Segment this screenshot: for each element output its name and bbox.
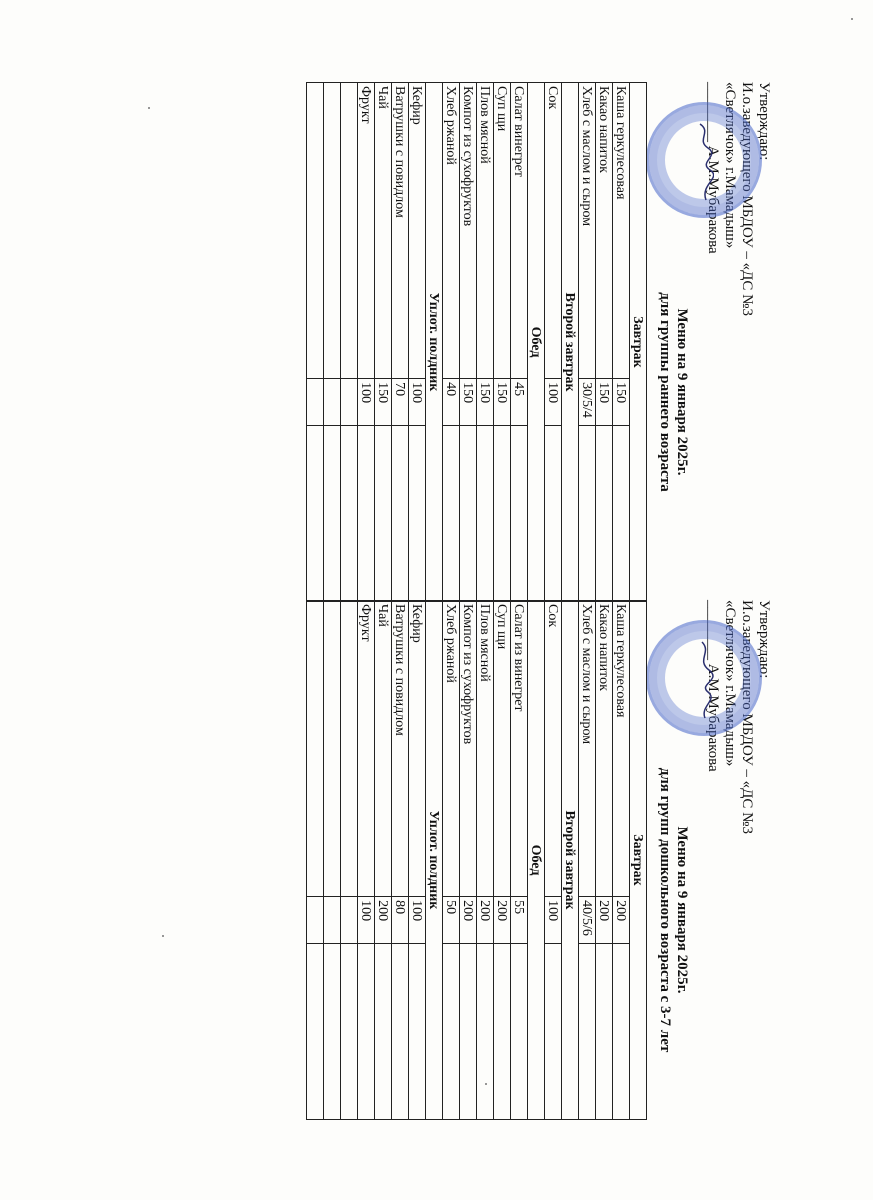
dish-name: Хлеб ржаной (443, 83, 460, 379)
dish-quantity: 45 (511, 379, 528, 426)
empty-cell (596, 426, 613, 602)
empty-cell (375, 944, 392, 1120)
scan-speck (162, 935, 164, 937)
empty-cell (579, 944, 596, 1120)
empty-cell (307, 379, 324, 426)
dish-quantity: 80 (392, 897, 409, 944)
menu-date-line: Меню на 9 января 2025г. (674, 826, 690, 994)
dish-name: Ватрушки с повидлом (392, 601, 409, 897)
section-heading: Уплот. полдник (426, 83, 443, 602)
section-row (562, 601, 579, 1120)
table-row (579, 83, 596, 602)
dish-name: Суп щи (494, 83, 511, 379)
dish-name: Фрукт (358, 83, 375, 379)
dish-quantity: 200 (596, 897, 613, 944)
table-row (460, 601, 477, 1120)
dish-quantity: 70 (392, 379, 409, 426)
dish-quantity: 200 (613, 897, 630, 944)
empty-cell (341, 379, 358, 426)
table-row (375, 83, 392, 602)
table-row (511, 83, 528, 602)
dish-quantity: 100 (409, 897, 426, 944)
dish-quantity: 150 (494, 379, 511, 426)
section-row (630, 601, 647, 1120)
dish-quantity: 150 (460, 379, 477, 426)
signature-line: ________ А.М.Мубаракова (705, 82, 721, 254)
empty-cell (375, 426, 392, 602)
empty-cell (324, 379, 341, 426)
dish-name: Чай (375, 83, 392, 379)
empty-cell (341, 944, 358, 1120)
dish-name: Салат из винегрет (511, 601, 528, 897)
section-row (426, 83, 443, 602)
approval-line: «Светлячок» г.Мамадыш» (722, 82, 738, 249)
dish-quantity: 100 (545, 379, 562, 426)
scan-speck (851, 18, 853, 20)
empty-cell (324, 426, 341, 602)
table-row (375, 601, 392, 1120)
dish-name: Компот из сухофруктов (460, 83, 477, 379)
menu-preschool (192, 600, 772, 1120)
signature-line: ________ А.М.Мубаракова (705, 600, 721, 772)
empty-row (341, 601, 358, 1120)
approval-line: Утверждаю: (756, 600, 772, 679)
empty-cell (460, 944, 477, 1120)
empty-cell (460, 426, 477, 602)
dish-quantity: 200 (460, 897, 477, 944)
dish-quantity: 200 (494, 897, 511, 944)
table-row (545, 83, 562, 602)
dish-name: Хлеб с маслом и сыром (579, 601, 596, 897)
dish-name: Плов мясной (477, 601, 494, 897)
table-row (477, 601, 494, 1120)
empty-cell (392, 426, 409, 602)
empty-cell (324, 83, 341, 379)
dish-quantity: 55 (511, 897, 528, 944)
dish-name: Ватрушки с повидлом (392, 83, 409, 379)
table-row (494, 83, 511, 602)
table-row (358, 83, 375, 602)
approval-line: И.о.заведующего МБДОУ – «ДС №3 (739, 82, 755, 316)
menu-early-age (192, 82, 772, 602)
section-heading: Обед (528, 83, 545, 602)
table-row (358, 601, 375, 1120)
empty-cell (392, 944, 409, 1120)
empty-cell (511, 426, 528, 602)
dish-name: Хлеб с маслом и сыром (579, 83, 596, 379)
approval-line: И.о.заведующего МБДОУ – «ДС №3 (739, 600, 755, 834)
menu-table (306, 82, 647, 602)
empty-row (324, 601, 341, 1120)
empty-cell (307, 944, 324, 1120)
section-heading: Обед (528, 601, 545, 1120)
table-row (511, 601, 528, 1120)
dish-name: Сок (545, 601, 562, 897)
signature-scribble (694, 122, 714, 202)
section-row (426, 601, 443, 1120)
empty-cell (596, 944, 613, 1120)
empty-cell (358, 944, 375, 1120)
empty-cell (307, 601, 324, 897)
empty-cell (443, 426, 460, 602)
dish-name: Плов мясной (477, 83, 494, 379)
table-row (477, 83, 494, 602)
empty-cell (307, 897, 324, 944)
dish-quantity: 200 (477, 897, 494, 944)
scan-speck (485, 1083, 487, 1085)
empty-cell (307, 83, 324, 379)
empty-cell (494, 426, 511, 602)
empty-cell (307, 426, 324, 602)
section-row (528, 83, 545, 602)
table-row (443, 601, 460, 1120)
dish-quantity: 150 (596, 379, 613, 426)
empty-cell (341, 426, 358, 602)
empty-cell (341, 601, 358, 897)
dish-name: Каша геркулесовая (613, 83, 630, 379)
table-row (392, 601, 409, 1120)
section-heading: Завтрак (630, 83, 647, 602)
section-heading: Уплот. полдник (426, 601, 443, 1120)
empty-row (307, 601, 324, 1120)
table-row (392, 83, 409, 602)
dish-quantity: 30/5/4 (579, 379, 596, 426)
dish-name: Какао напиток (596, 601, 613, 897)
dish-name: Фрукт (358, 601, 375, 897)
dish-name: Салат винегрет (511, 83, 528, 379)
section-row (630, 83, 647, 602)
dish-quantity: 40 (443, 379, 460, 426)
approval-line: Утверждаю: (756, 82, 772, 161)
section-heading: Завтрак (630, 601, 647, 1120)
table-row (460, 83, 477, 602)
table-row (494, 601, 511, 1120)
approval-line: «Светлячок» г.Мамадыш» (722, 600, 738, 767)
table-row (409, 83, 426, 602)
empty-cell (545, 944, 562, 1120)
dish-name: Какао напиток (596, 83, 613, 379)
menu-title (656, 720, 690, 1100)
dish-name: Чай (375, 601, 392, 897)
dish-quantity: 100 (358, 897, 375, 944)
empty-cell (443, 944, 460, 1120)
dish-quantity: 100 (409, 379, 426, 426)
empty-cell (545, 426, 562, 602)
dish-name: Кефир (409, 83, 426, 379)
scan-speck (148, 107, 150, 109)
empty-cell (477, 944, 494, 1120)
menu-table (306, 600, 647, 1120)
dish-quantity: 50 (443, 897, 460, 944)
dish-name: Каша геркулесовая (613, 601, 630, 897)
empty-row (324, 83, 341, 602)
dish-name: Компот из сухофруктов (460, 601, 477, 897)
empty-cell (511, 944, 528, 1120)
section-row (562, 83, 579, 602)
dish-quantity: 40/5/6 (579, 897, 596, 944)
empty-cell (409, 426, 426, 602)
table-row (443, 83, 460, 602)
empty-cell (341, 83, 358, 379)
table-row (613, 83, 630, 602)
dish-quantity: 150 (375, 379, 392, 426)
table-row (596, 601, 613, 1120)
empty-cell (494, 944, 511, 1120)
section-heading: Второй завтрак (562, 83, 579, 602)
dish-name: Кефир (409, 601, 426, 897)
signature-scribble (694, 640, 714, 720)
empty-cell (613, 944, 630, 1120)
table-row (545, 601, 562, 1120)
table-row (409, 601, 426, 1120)
table-row (579, 601, 596, 1120)
empty-cell (324, 897, 341, 944)
empty-row (307, 83, 324, 602)
dish-name: Хлеб ржаной (443, 601, 460, 897)
empty-cell (579, 426, 596, 602)
table-row (596, 83, 613, 602)
dish-quantity: 200 (375, 897, 392, 944)
empty-cell (477, 426, 494, 602)
menu-group-line: для группы раннего возраста (657, 292, 673, 492)
menu-title (656, 202, 690, 582)
empty-cell (613, 426, 630, 602)
section-heading: Второй завтрак (562, 601, 579, 1120)
empty-cell (358, 426, 375, 602)
dish-name: Сок (545, 83, 562, 379)
menu-group-line: для групп дошкольного возраста с 3-7 лет (657, 767, 673, 1053)
empty-row (341, 83, 358, 602)
empty-cell (409, 944, 426, 1120)
menu-date-line: Меню на 9 января 2025г. (674, 308, 690, 476)
table-row (613, 601, 630, 1120)
empty-cell (324, 944, 341, 1120)
dish-quantity: 150 (613, 379, 630, 426)
dish-quantity: 100 (358, 379, 375, 426)
dish-name: Суп щи (494, 601, 511, 897)
empty-cell (341, 897, 358, 944)
dish-quantity: 100 (545, 897, 562, 944)
empty-cell (324, 601, 341, 897)
section-row (528, 601, 545, 1120)
dish-quantity: 150 (477, 379, 494, 426)
